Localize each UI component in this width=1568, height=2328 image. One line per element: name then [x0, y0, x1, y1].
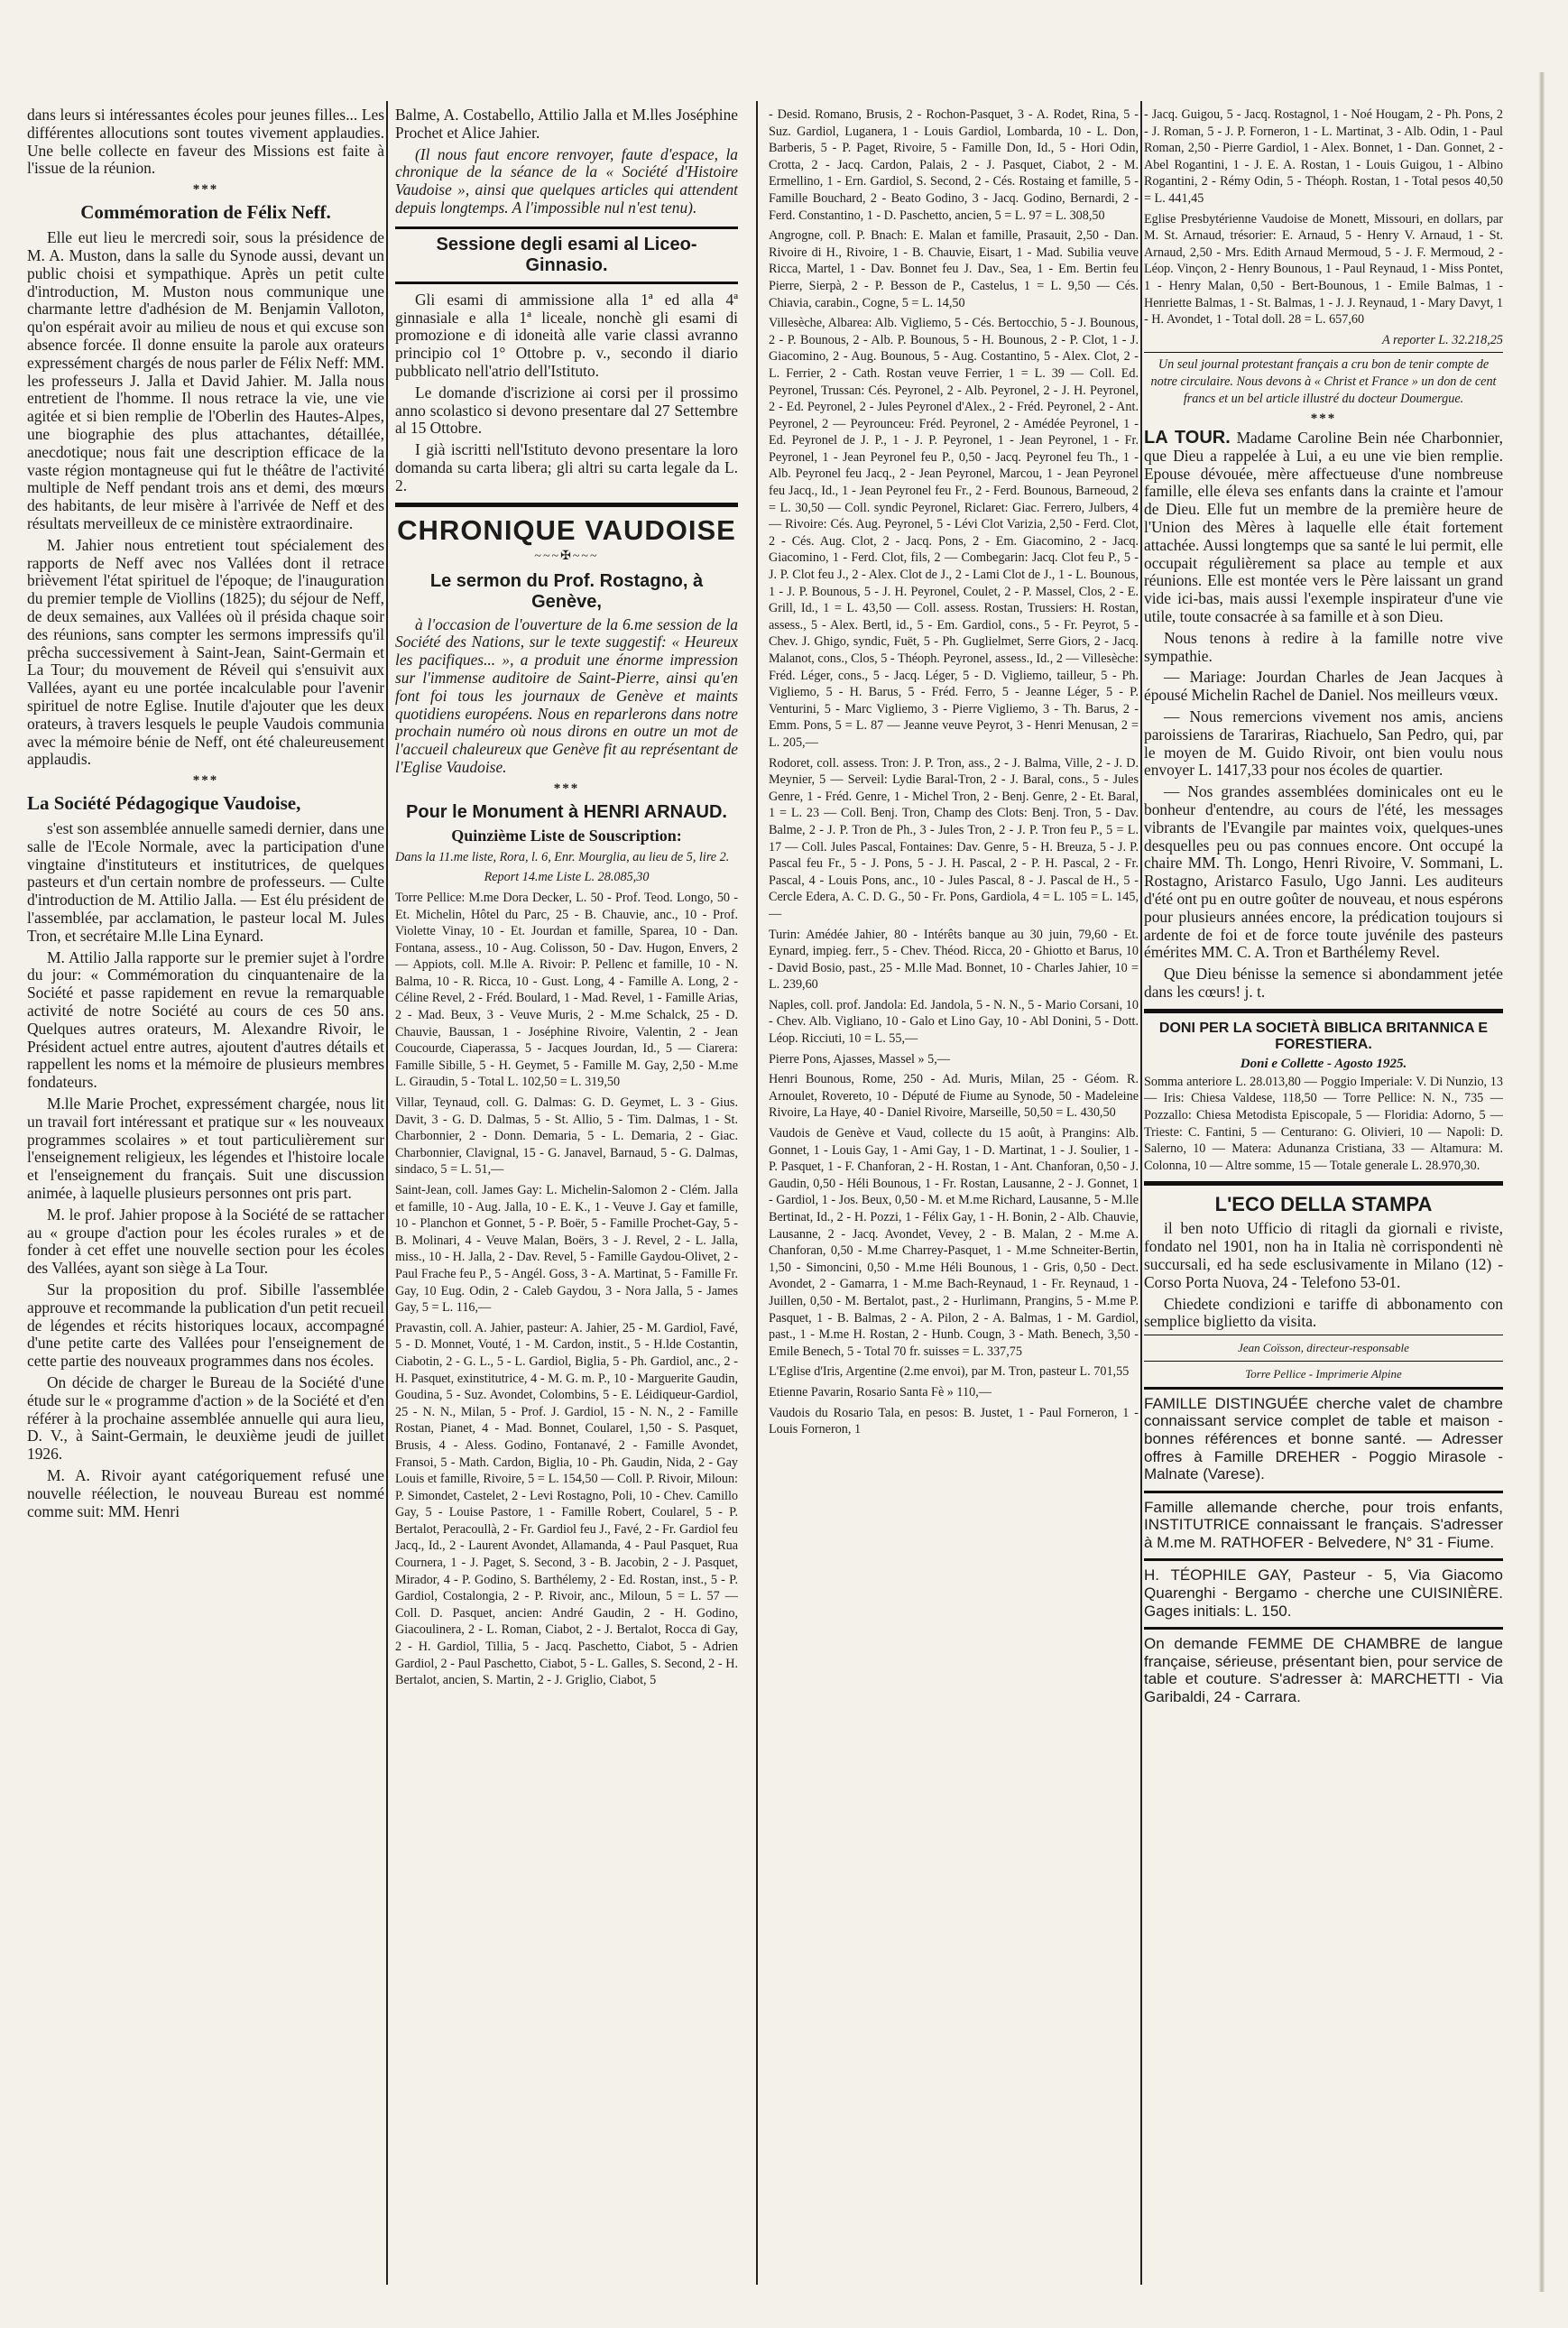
paragraph: Elle eut lieu le mercredi soir, sous la présidence de M. A. Muston, dans la salle du Synode aussi, devant un public choisi et sympathique. Après un petit culte d'introduction, M. Muston nous communique une charmante lettre d'adhésion de M. Benjamin Valloton, qu'on espérait avoir au milieu de nous et qui excuse son absence forcée. Il donne ensuite la parole aux orateurs expressément chargés de nous parler de Félix Neff: MM. les professeurs J. Jalla et David Jahier. M. Jalla nous entretient de l'homme. Il nous retrace la vie, une vie agitée et si bien remplie de l'Oberlin des Hautes-Alpes, une biographie des plus attachantes, détaillée, anecdotique; nous fait une description efficace de la vaste région montagneuse qui fut le théâtre de l'activité multiple de Neff pendant trois ans et demi, des mœurs des habitants, de leur misère à l'arrivée de Neff et des résultats merveilleux de ce ministère extraordinaire.	[27, 228, 384, 532]
subscription-list: Vaudois de Genève et Vaud, collecte du 15 août, à Prangins: Alb. Gonnet, 1 - Louis Gay, 1 - Ami Gay, 1 - D. Martinat, 1 - J. Soulier, 1 - P. Pasquet, 1 - F. Chanforan, 2 - H. Rostan, 1 - Ant. Chanforan, 0,50 - J. Gaudin, 0,50 - Héli Bounous, 1 - Fr. Rostan, Lausanne, 2 - J. Gonnet, 1 - Gardiol, 1 - Jos. Beux, 0,50 - M. et M.me Richard, Lausanne, 5 - M.lle Bertinat, Id., 2 - H. Pozzi, 1 - Félix Gay, 1 - H. Bonin, 2 - Alb. Chauvie, Lausanne, 2 - Jacq. Avondet, Vevey, 2 - B. Malan, 2 - M.me A. Chanforan, 0,50 - M.me Charrey-Pasquet, 1 - M.me Schneiter-Bertin, 1,50 - Simoncini, 0,50 - M.me Héli Bounous, 1 - Gris, 0,50 - Dect. Avondet, 2 - Gamarra, 1 - M.me Bach-Reynaud, 1 - Fr. Reynaud, 1 - Juillen, 0,50 - M. Bertalot, past., 2 - Hurlimann, Prangins, 5 - M.me P. Pasquet, 1 - B. Balmas, 2 - A. Pilon, 2 - A. Balmas, 1 - M. Gardiol, past., 1 - M.me H. Rostan, 2 - Hunb. Cougn, 3 - Math. Benech, 3,50 - Emile Benech, 5 - Total 70 fr. suisses = L. 337,75	[769, 1126, 1139, 1359]
lead-la-tour: LA TOUR.	[1144, 428, 1231, 448]
page-fold-shadow	[1539, 72, 1545, 2292]
imprint-printer: Torre Pellice - Imprimerie Alpine	[1245, 1366, 1402, 1381]
classified-ad	[1144, 1627, 1503, 1713]
paragraph: M.lle Marie Prochet, expressément chargée, nous lit un travail fort intéressant et pratique sur « les nouveaux programmes scolaires » et tout particulièrement sur l'enseignement religieux, les légendes et l'histoire locale et l'enseignement du français. Suit une discussion animée, à laquelle plusieurs personnes ont pris part.	[27, 1095, 384, 1203]
heading-societe: La Société Pédagogique Vaudoise,	[27, 792, 301, 815]
column-4	[1144, 106, 1503, 2272]
divider	[1144, 352, 1503, 353]
ornament: ~~~✠~~~	[534, 549, 599, 563]
paragraph: Madame Caroline Bein née Charbonnier, que Dieu a rappelée à Lui, a eu une vie bien remplie. Epouse dévouée, mère affectueuse d'une nombreuse famille, elle éleva ses enfants dans la crainte et l'amour de Dieu. Elle fut un membre de la première heure de l'Union des Mères à laquelle elle était fortement attachée. Aussi longtemps que sa santé le lui permit, elle occupait régulièrement sa place au temple et aux réunions. Elle est montée vers le Père laissant un grand vide ici-bas, mais aussi l'exemple inspirateur d'une vie utile, toute consacrée à sa famille et à son Dieu.	[1144, 429, 1503, 626]
section-separator: ***	[192, 182, 219, 198]
subscription-list: Eglise Presbytérienne Vaudoise de Monett, Missouri, en dollars, par M. St. Arnaud, trésorier: E. Arnaud, 5 - Henry V. Arnaud, 1 - St. Arnaud, 2,50 - Mrs. Edith Arnaud Mermoud, 5 - J. F. Mermoud, 2 - Léop. Vinçon, 2 - Henry Bounous, 1 - Paul Reynaud, 1 - Miss Pontet, 1 - Henry Malan, 0,50 - Bert-Bounous, 1 - Emile Balmas, 1 - Henriette Balmas, 1 - St. Balmas, 1 - J. J. Reynaud, 1 - Mary Davyt, 1 - H. Avondet, 1 - Total doll. 28 = L. 657,60	[1144, 211, 1503, 328]
paragraph: — Nous remercions vivement nos amis, anciens paroissiens de Tarariras, Riachuelo, San Pedro, qui, par le moyen de M. Guido Rivoir, ont bien voulu nous envoyer L. 1417,33 pour nos écoles de quartier.	[1144, 707, 1503, 780]
paragraph: M. le prof. Jahier propose à la Société de se rattacher au « groupe d'action pour les écoles rurales » et de fonder à cet effet une nouvelle section pour les écoles des Vallées, ayant son siège à La Tour.	[27, 1205, 384, 1278]
subscription-list: Angrogne, coll. P. Bnach: E. Malan et famille, Prasauit, 2,50 - Dan. Rivoire di H., Rivoire, 1 - B. Chauvie, Eisart, 1 - Mad. Subilia veuve Ricca, Martel, 1 - Dav. Bonnet feu J. Dav., Sea, 1 - Em. Bertin feu Pierre, Sierpà, 2 - P. Besson de P., Castelus, 1 = L. 9,50 — Cés. Chiavia, carabin., Cogne, 5 = L. 14,50	[769, 228, 1139, 310]
paragraph: M. Jahier nous entretient tout spécialement des rapports de Neff avec nos Vallées dont il retrace brièvement l'état spirituel de l'époque; de l'inauguration du premier temple de Viollins (1825); du séjour de Neff, de deux semaines, aux Vallées où il présida chaque soir des réunions, sans compter les sermons impressifs qu'il prêcha successivement à Saint-Jean, Saint-Germain et La Tour; du mouvement de Réveil qui s'ensuivit aux Vallées, ayant eu une portée incalculable pour l'avenir spirituel de notre Eglise. Inutile d'ajouter que les deux orateurs, à travers lesquels le peuple Vaudois communia avec la mémoire bénie de Neff, ont été chaleureusement applaudis.	[27, 535, 384, 769]
subscription-list: Saint-Jean, coll. James Gay: L. Michelin-Salomon 2 - Clém. Jalla et famille, 10 - Aug. Jalla, 10 - E. K., 1 - Veuve J. Gay et famille, 10 - Planchon et Gonnet, 5 - P. Boër, 5 - Famille Prochet-Gay, 5 - B. Molinari, 4 - Veuve Malan, Boërs, 3 - J. Revel, 2 - L. Jalla, miss., 10 - H. Jalla, 2 - Dav. Revel, 5 - Famille Gaydou-Olivet, 2 - Paul Frache feu P., 5 - Angél. Goss, 3 - A. Martinat, 5 - Famille Fr. Gay, 10 Eug. Odin, 2 - Caleb Gaydou, 3 - Nora Jalla, 5 - James Gay, 5 = L. 116,—	[395, 1183, 738, 1316]
column-rule	[756, 101, 758, 2285]
divider	[1144, 1009, 1503, 1013]
subscription-list: L'Eglise d'Iris, Argentine (2.me envoi), par M. Tron, pasteur L. 701,55	[769, 1364, 1130, 1380]
subscription-list: Rodoret, coll. assess. Tron: J. P. Tron, ass., 2 - J. Balma, Ville, 2 - J. D. Meynier, 5 — Serveil: Lydie Baral-Tron, 2 - J. Baral, cons., 5 - Jules Genre, 1 - Fréd. Genre, 1 - Michel Tron, 2 - Benj. Genre, 2 - Et. Baral, 1 = L. 23 — Coll. Benj. Tron, Champ des Clots: Benj. Tron, 5 - Dav. Balme, 2 - J. P. Tron de Ph., 3 - Jules Tron, 2 - J. P. Tron feu P., 5 = L. 17 — Coll. Jules Pascal, Fontaines: Dav. Genre, 5 - H. Breuza, 5 - J. P. Pascal feu Fr., 5 - J. Pons, 5 - J. H. Pascal, 2 - P. H. Pascal, 2 - Fr. Pascal, 4 - Louis Pons, anc., 10 - Jules Pascal, 8 - J. Pascal de H., 5 - Cercle Edera, A. C. D. G., 50 - Fr. Pons, Gardiola, 4 = L. 105 = L. 145,—	[769, 755, 1139, 921]
section-separator: ***	[553, 781, 580, 796]
column-3	[769, 106, 1139, 2272]
imprint-director: Jean Coïsson, directeur-responsable	[1238, 1341, 1409, 1355]
subscription-list: Torre Pellice: M.me Dora Decker, L. 50 - Prof. Teod. Longo, 50 - Et. Michelin, Hôtel du Parc, 25 - B. Chauvie, anc., 10 - Prof. Violette Vinay, 10 - Et. Jourdan et famille, Sparea, 10 - Dan. Fontana, assess., 10 - Aug. Colisson, 50 - Dav. Hugon, Envers, 2 — Appiots, coll. M.lle A. Rivoir: P. Pellenc et famille, 10 - N. Balma, 10 - R. Ricca, 10 - Gust. Long, 4 - Famille A. Long, 2 - Céline Revel, 2 - Fréd. Boulard, 1 - Mad. Revel, 1 - Famille Arias, 2 - Mad. Beux, 3 - Veuve Muris, 2 - M.me Schalck, 25 - D. Chauvie, Baussan, 1 - Joséphine Rivoire, Valentin, 2 - Jean Coucourde, Ciaperassa, 5 - Jacques Jourdan, Id., 5 — Ciarera: Famille Sibille, 5 - H. Geymet, 5 - Famille M. Gay, 2,50 - M.me L. Giraudin, 5 - Total L. 102,50 = L. 319,50	[395, 890, 738, 1090]
subheading-list: Quinzième Liste de Souscription:	[451, 826, 682, 845]
paragraph: Somma anteriore L. 28.013,80 — Poggio Imperiale: V. Di Nunzio, 13 — Iris: Chiesa Valdese, 118,50 — Torre Pellice: N. N., 735 — Pozzallo: Chiesa Metodista Episcopale, 5 — Floridia: Adorno, 5 — Trieste: C. Fantini, 5 — Centurano: G. Olivieri, 10 — Napoli: D. Salerno, 10 — Matera: Adunanza Cristiana, 33 — Altamura: M. Colonna, 10 — Altre somme, 15 — Totale generale L. 28.970,30.	[1144, 1074, 1503, 1173]
subscription-list: - Desid. Romano, Brusis, 2 - Rochon-Pasquet, 3 - A. Rodet, Rina, 5 - Suz. Gardiol, Luganera, 1 - Louis Gardiol, Lombarda, 10 - L. Don, Barberis, 5 - P. Paget, Rivoire, 5 - Famille Don, Id., 5 - Hori Odin, Crotta, 2 - Jacq. Cardon, Palais, 2 - J. Pasquet, Ciabot, 2 - M. Ermellino, 1 - Ern. Gardiol, S. Second, 2 - Cés. Rostaing et famille, 5 - Famille Bouchard, 2 - Beato Godino, 3 - Jacq. Godino, Bernardi, 2 - Ferd. Constantino, 1 - D. Paschetto, ancien, 5 = L. 97 = L. 308,50	[769, 107, 1139, 223]
heading-eco-stampa: L'ECO DELLA STAMPA	[1214, 1193, 1433, 1216]
subscription-list: Villesèche, Albarea: Alb. Vigliemo, 5 - Cés. Bertocchio, 5 - J. Bounous, 2 - P. Bounous, 2 - Alb. P. Bounous, 5 - H. Bounous, 2 - P. Clot, 1 - J. Giacomino, 2 - Aug. Bounous, 5 - Aug. Costantino, 5 - Alex. Clot, 2 - L. Ferrier, 2 - Cath. Rostan veuve Ferrier, 1 = L. 39 — Coll. Ed. Peyronel, Trussan: Cés. Peyronel, 2 - Alb. Peyronel, 2 - J. H. Peyronel, 2 - Ed. Peyronel, 2 - Jules Peyronel d'Alex., 2 - Fréd. Peyronel, 2 - Ant. Peyronel, 2 — Peyrounceu: Fréd. Peyronel, 2 - Amédée Peyronel, 1 - Ed. Peyronel de J. P., 1 - J. P. Peyronel, 1 - Jean Peyronel, 1 - Fr. Peyronel, 1 - Jean Peyronel feu P., 0,50 - Jacq. Peyronel feu Th., 1 - Alb. Peyronel feu Jacq., 2 - Jean Peyronel, Marcou, 1 - Jean Peyronel feu Jacq., Id., 1 - Jean Peyronel feu Fr., 2 - Ferd. Bounous, Barneoud, 2 = L. 30,50 — Coll. syndic Peyronel, Riclaret: Giac. Ferrero, Julbers, 4 — Rivoire: Cés. Aug. Peyronel, 5 - Lévi Clot Varizia, 2,50 - Ferd. Clot, 2 - Cés. Aug. Clot, 2 - Jacq. Pons, 2 - Em. Giacomino, 2 - Jacq. Giacomino, 1 - Ferd. Clot, fils, 2 — Combegarin: Jacq. Clot feu P., 5 - J. P. Clot feu J., 2 - Alex. Clot de J., 2 - Lami Clot de J., 1 - L. Bounous, 1 - J. P. Bounous, 5 - J. H. Peyronel, Coulet, 2 - P. Massel, Clos, 2 - E. Grill, Id., 1 = L. 43,50 — Coll. assess. Rostan, Trussiers: H. Rostan, assess., 5 - Alex. Bertl, id., 5 - Em. Gardiol, cons., 5 - Fr. Peyrot, 5 - Chev. J. Ghigo, syndic, Fuët, 5 - Ph. Guglielmet, Serre Giors, 2 - Jacq. Malanot, cons., Clos, 5 - Théoph. Peyronel, assess., Id., 2 — Villesèche: Fréd. Léger, cons., 5 - Jacq. Léger, 5 - D. Vigliemo, tailleur, 5 - Ph. Vigliemo, 5 - H. Barus, 5 - Fréd. Ferro, 5 - Jeanne Léger, 5 - P. Venturini, 5 - Marc Vigliemo, 3 - Pierre Vigliemo, 3 - Th. Barus, 2 - Emm. Pons, 5 = L. 87 — Jeanne veuve Peyrot, 3 - Henri Menusan, 2 = L. 205,—	[769, 316, 1139, 750]
ad-text: Famille allemande cherche, pour trois enfants, INSTITUTRICE connaissant le français. S'adresser à M.me M. RATHOFER - Belvedere, N° 31 - Fiume.	[1144, 1498, 1503, 1551]
subscription-list: Pravastin, coll. A. Jahier, pasteur: A. Jahier, 25 - M. Gardiol, Favé, 5 - D. Monnet, Vouté, 1 - M. Cardon, instit., 5 - H.lde Costantin, Ciabotin, 2 - G. L., 5 - L. Gardiol, Biglia, 5 - Ph. Gardiol, anc., 2 - H. Pasquet, exinstitutrice, 4 - M. G. m. P., 10 - Marguerite Gaudin, Goudina, 5 - Suz. Avondet, Colombins, 5 - E. Léidiqueur-Gardiol, 25 - N. N., Milan, 5 - Prof. J. Gardiol, 15 - N. N., 2 - Famille Rostan, Pianet, 4 - Mad. Bonnet, Coularel, 1,50 - S. Pasquet, Brusis, 4 - Aless. Godino, Fontanavé, 2 - Famille Avondet, Fransoi, 5 - Math. Cardon, Biglia, 10 - Ph. Gaudin, Nida, 2 - Gay Louis et famille, Rivoire, 5 = L. 154,50 — Coll. P. Rivoir, Miloun: P. Simondet, Castelet, 2 - Levi Rostagno, Poli, 10 - Chev. Camillo Gay, 5 - Louise Pastore, 1 - Famille Robert, Coularel, 5 - P. Bertalot, Peracoullà, 2 - Fr. Gardiol feu J., Favé, 2 - Fr. Gardiol feu Jacq., Id., 2 - Laurent Avondet, Allamanda, 4 - Paul Pasquet, Rua Cournera, 1 - J. Paget, S. Second, 3 - B. Jacobin, 2 - J. Pasquet, Mirador, 4 - P. Godino, S. Barthélemy, 2 - Ed. Rostan, inst., 5 - P. Gardiol, Costalongia, 2 - P. Rivoir, anc., Miloun, 5 = L. 57 — Coll. D. Pasquet, ancien: André Gaudin, 2 - H. Godino, Giacoulinera, 2 - L. Roman, Ciabot, 2 - J. Bertalot, Rocca di Gay, 2 - H. Gardiol, Tillia, 5 - Jacq. Paschetto, Ciabot, 5 - Adrien Gardiol, 2 - Paul Paschetto, Ciabot, 5 - L. Galles, S. Second, 2 - H. Bertalot, ancien, S. Martin, 2 - J. Griglio, Ciabot, 5	[395, 1320, 738, 1688]
column-rule	[1140, 101, 1142, 2285]
column-2	[395, 106, 738, 2272]
paragraph: On décide de charger le Bureau de la Société d'une étude sur le « programme d'action » de la Société et d'en référer à la prochaine assemblée annuelle qui aura lieu, D. V., à Saint-Germain, le deuxième jeudi de juillet 1926.	[27, 1373, 384, 1464]
subscription-list: Turin: Amédée Jahier, 80 - Intérêts banque au 30 juin, 79,60 - Et. Eynard, impieg. ferr., 5 - Chev. Théod. Ricca, 20 - Ghiotto et Barus, 10 - David Bosio, past., 25 - M.lle Mad. Bonnet, 10 - Charles Jahier, 10 = L. 239,60	[769, 927, 1139, 993]
section-title-chronique: CHRONIQUE VAUDOISE	[397, 513, 736, 546]
subscription-list: Villar, Teynaud, coll. G. Dalmas: G. D. Geymet, L. 3 - Gius. Davit, 3 - G. D. Dalmas, 5 - St. Allio, 5 - Tim. Dalmas, 1 - St. Charbonnier, 2 - Donn. Demaria, 5 - L. Demaria, 2 - Giac. Charbonnier, Clavignal, 15 - G. Janavel, Barnaud, 5 - G. Dalmas, sindaco, 5 = L. 51,—	[395, 1095, 738, 1178]
subscription-list: Etienne Pavarin, Rosario Santa Fè » 110,—	[769, 1384, 992, 1400]
classified-ad	[1144, 1387, 1503, 1491]
subscription-list: Henri Bounous, Rome, 250 - Ad. Muris, Milan, 25 - Géom. R. Arnoulet, Rovereto, 10 - Député de Fiume au Synode, 50 - Madeleine Rivoire, La Haye, 40 - Daniel Rivoire, Marseille, 50,50 = L. 430,50	[769, 1072, 1139, 1121]
report-line: Report 14.me Liste L. 28.085,30	[484, 870, 650, 885]
section-separator: ***	[192, 773, 219, 789]
ad-text: H. TÉOPHILE GAY, Pasteur - 5, Via Giacomo Quarenghi - Bergamo - cherche une CUISINIÈRE. Gages initials: L. 150.	[1144, 1566, 1503, 1620]
paragraph: M. A. Rivoir ayant catégoriquement refusé une nouvelle réélection, le nouveau Bureau est nommé comme suit: MM. Henri	[27, 1465, 384, 1520]
paragraph: s'est son assemblée annuelle samedi dernier, dans une salle de l'Ecole Normale, avec la participation d'une vingtaine d'instituteurs et institutrices, de quelques pasteurs et d'un certain nombre de professeurs. — Culte d'introduction de M. Attilio Jalla. — Est élu président de l'assemblée, par acclamation, le pasteur local M. Jules Tron, et secrétaire M.lle Lina Eynard.	[27, 819, 384, 945]
paragraph: Le domande d'iscrizione ai corsi per il prossimo anno scolastico si devono presentare dal 27 Settembre al 15 Ottobre.	[395, 383, 738, 438]
subscription-list: Pierre Pons, Ajasses, Massel » 5,—	[769, 1051, 950, 1067]
subscription-list: Naples, coll. prof. Jandola: Ed. Jandola, 5 - N. N., 5 - Mario Corsani, 10 - Chev. Alb. Vigliano, 10 - Galo et Lino Gay, 10 - Abl Donini, 5 - Dott. Léop. Ricciuti, 10 = L. 55,—	[769, 997, 1139, 1047]
divider	[395, 503, 738, 507]
paragraph: Nous tenons à redire à la famille notre vive sympathie.	[1144, 628, 1503, 665]
subheading-doni: Doni e Collette - Agosto 1925.	[1240, 1056, 1407, 1071]
heading-monument: Pour le Monument à HENRI ARNAUD.	[406, 801, 727, 822]
subscription-list: - Jacq. Guigou, 5 - Jacq. Rostagnol, 1 - Noé Hougam, 2 - Ph. Pons, 2 - J. Roman, 5 - J. P. Forneron, 1 - L. Martinat, 3 - Alb. Odin, 1 - Paul Roman, 2,50 - Pierre Gardiol, 1 - Alex. Bonnet, 1 - Dan. Gonnet, 2 - Abel Rogantini, 1 - J. E. A. Rostan, 1 - Louis Guigou, 1 - Albino Rogantini, 2 - Rémy Odin, 5 - Théoph. Rostan, 1 - Total pesos 40,50 = L. 441,45	[1144, 107, 1503, 206]
subscription-list: Vaudois du Rosario Tala, en pesos: B. Justet, 1 - Paul Forneron, 1 - Louis Forneron, 1	[769, 1405, 1139, 1437]
ad-text: On demande FEMME DE CHAMBRE de langue française, sérieuse, présentant bien, pour service de table et couture. S'adresser à: MARCHETTI - Via Garibaldi, 24 - Carrara.	[1144, 1635, 1503, 1706]
paragraph: Balme, A. Costabello, Attilio Jalla et M.lles Joséphine Prochet et Alice Jahier.	[395, 106, 738, 142]
heading-doni: DONI PER LA SOCIETÀ BIBLICA BRITANNICA E FORESTIERA.	[1158, 1020, 1489, 1052]
column-rule	[386, 101, 388, 2285]
paragraph: Chiedete condizioni e tariffe di abbonamento con semplice biglietto da visita.	[1144, 1294, 1503, 1331]
paragraph: il ben noto Ufficio di ritagli da giornali e riviste, fondato nel 1901, non ha in Italia nè corrispondenti nè succursali, ed ha sede esclusivamente in Milano (12) - Corso Porta Nuova, 24 - Telefono 53-01.	[1144, 1219, 1503, 1291]
heading-sermon: Le sermon du Prof. Rostagno, à Genève,	[429, 570, 704, 612]
divider	[1144, 1361, 1503, 1362]
paragraph: — Nos grandes assemblées dominicales ont eu le bonheur d'entendre, au cours de l'été, les messages vibrants de l'Evangile par maintes voix, quelques-unes desquelles peu ou pas connues encore. Ont occupé la chaire MM. Th. Longo, Henri Rivoire, V. Sommani, L. Rostagno, Aristarco Fasulo, Ugo Janni. Les auditeurs d'été ont pu en outre goûter de nouveau, et nous espérons pour plusieurs années encore, la prédication toujours si ardente de foi et de force toute juvénile des pasteurs émérites MM. C. A. Tron et Barthélemy Revel.	[1144, 782, 1503, 962]
classified-ad	[1144, 1491, 1503, 1559]
paragraph: Sur la proposition du prof. Sibille l'assemblée approuve et recommande la publication d'un petit recueil de légendes et récits historiques locaux, accompagné d'une petite carte des Vallées pour l'enseignement de cette partie des nouveaux programmes dans nos écoles.	[27, 1280, 384, 1371]
heading-neff: Commémoration de Félix Neff.	[80, 201, 331, 224]
paragraph: Que Dieu bénisse la semence si abondamment jetée dans les cœurs! j. t.	[1144, 965, 1503, 1001]
editor-note: (Il nous faut encore renvoyer, faute d'espace, la chronique de la séance de la « Société d'Histoire Vaudoise », ainsi que quelques articles qui attendent depuis longtemps. A l'impossible nul n'est tenu).	[395, 144, 738, 217]
heading-esami: Sessione degli esami al Liceo-Ginnasio.	[395, 226, 738, 284]
column-1	[27, 106, 384, 2272]
paragraph: — Mariage: Jourdan Charles de Jean Jacques à épousé Michelin Rachel de Daniel. Nos meilleurs vœux.	[1144, 668, 1503, 705]
paragraph: à l'occasion de l'ouverture de la 6.me session de la Société des Nations, sur le texte suggestif: « Heureux les pacifiques... », a produit une énorme impression sur l'immense auditoire de Saint-Pierre, ainsi qu'en font foi tous les journaux de Genève et maints quotidiens européens. Nous en reparlerons dans notre prochain numéro où nous dirons en outre un mot de l'accueil chaleureux que Genève fit au représentant de l'Eglise Vaudoise.	[395, 614, 738, 776]
classified-ad	[1144, 1558, 1503, 1627]
paragraph: I già iscritti nell'Istituto devono presentare la loro domanda su carta libera; gli altri su carta legale da L. 2.	[395, 440, 738, 494]
paragraph: Un seul journal protestant français a cru bon de tenir compte de notre circulaire. Nous devons à « Christ et France » un don de cent francs et un bel article illustré du docteur Doumergue.	[1150, 357, 1497, 406]
divider	[1144, 1181, 1503, 1186]
paragraph: dans leurs si intéressantes écoles pour jeunes filles... Les différentes allocutions sont toutes vivement applaudies. Une belle collecte en faveur des Missions est faite à l'issue de la réunion.	[27, 106, 384, 178]
paragraph: Gli esami di ammissione alla 1ª ed alla 4ª ginnasiale e alla 1ª liceale, nonchè gli esami di promozione e di idoneità alle varie classi avranno principio col 1° Ottobre p. v., secondo il diario pubblicato nell'atrio dell'Istituto.	[395, 290, 738, 380]
report-line: A reporter L. 32.218,25	[1382, 332, 1503, 347]
section-separator: ***	[1310, 411, 1337, 427]
ad-text: FAMILLE DISTINGUÉE cherche valet de chambre connaissant service complet de table et maison - bonnes références et bonne santé. — Adresser offres à Famille DREHER - Poggio Mirasole - Malnate (Varese).	[1144, 1394, 1503, 1483]
paragraph: Dans la 11.me liste, Rora, l. 6, Enr. Mourglia, au lieu de 5, lire 2.	[395, 849, 730, 864]
paragraph: M. Attilio Jalla rapporte sur le premier sujet à l'ordre du jour: « Commémoration du cinquantenaire de la Société et passe rapidement en revue la remarquable activité de notre Société au cours de ces 50 ans. Quelques autres orateurs, M. Alexandre Rivoir, le Président actuel entre autres, ajoutent d'autres détails et rappellent les noms et la mémoire de plusieurs membres fondateurs.	[27, 947, 384, 1092]
